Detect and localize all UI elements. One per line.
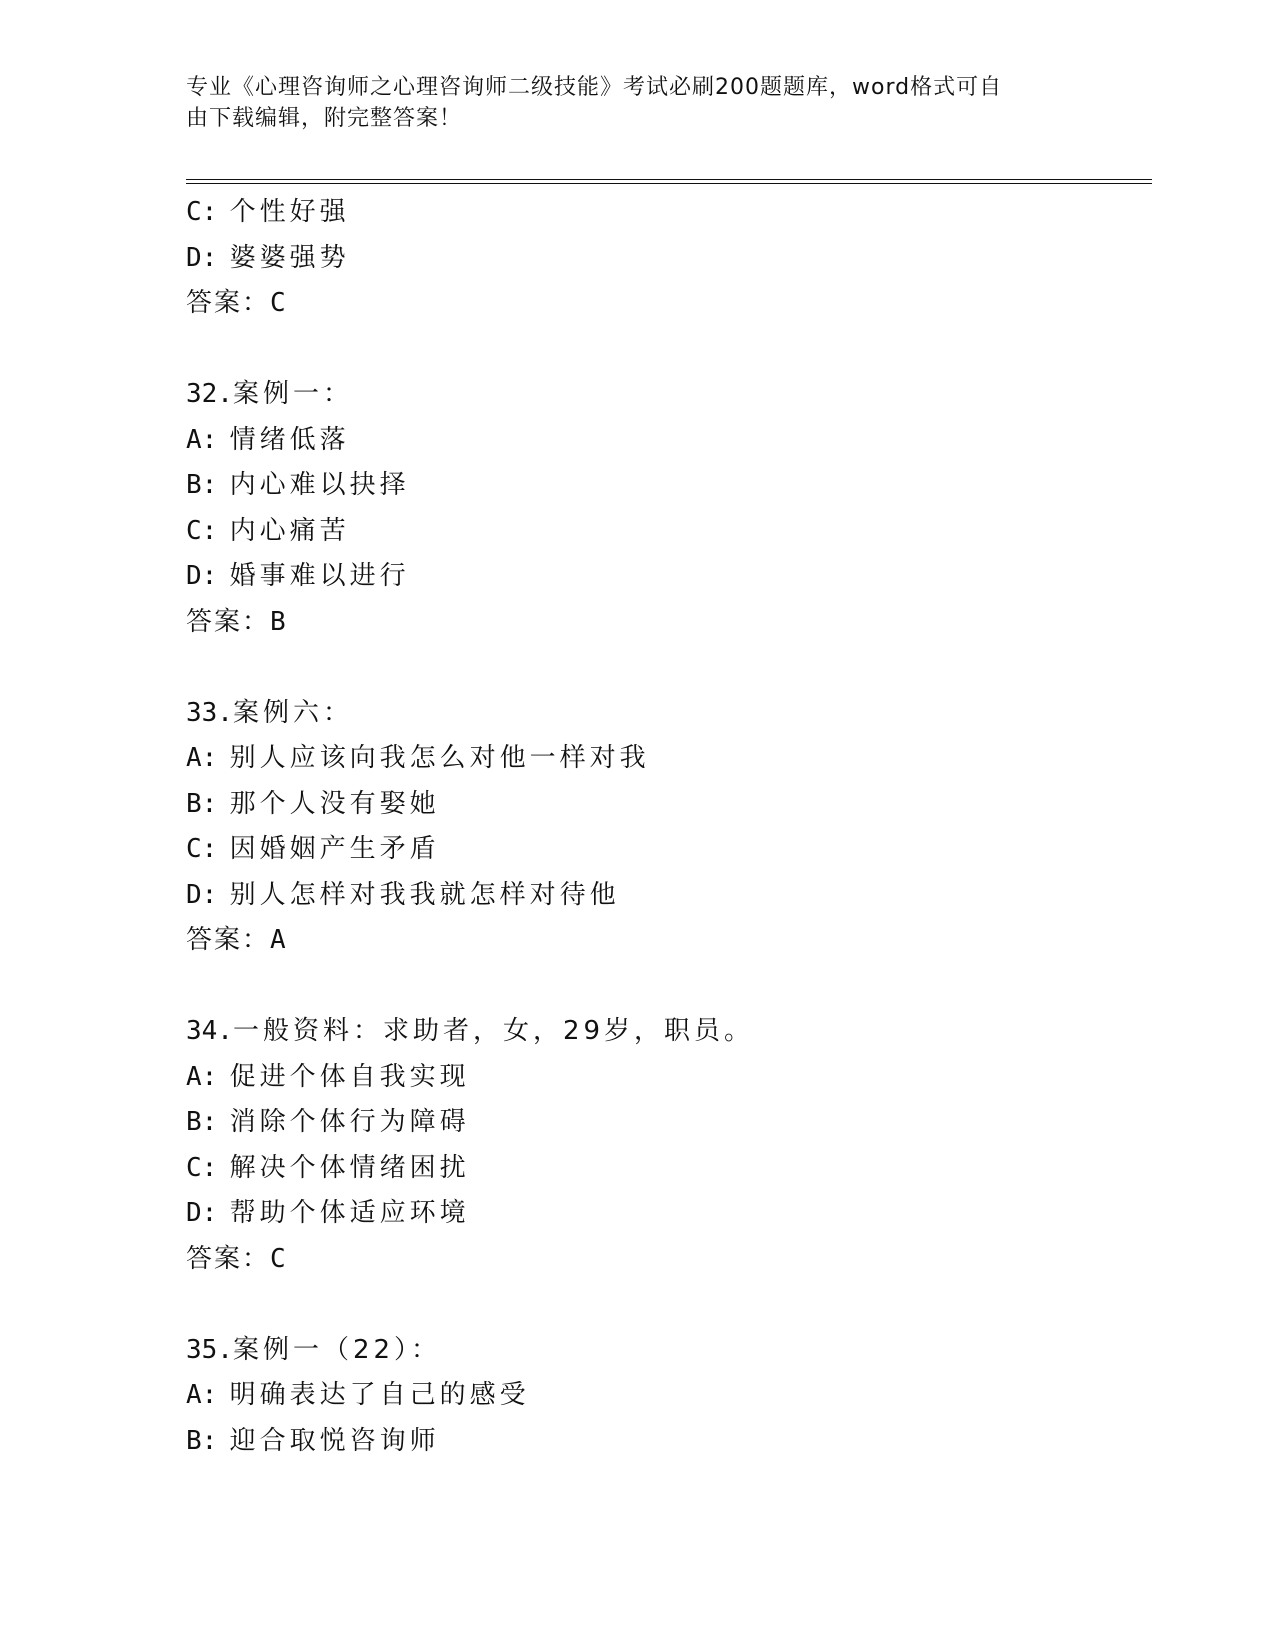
- question-stem: [186, 1328, 1146, 1374]
- option-text: 明确表达了自己的感受: [229, 1380, 530, 1410]
- answer-label: 答案：: [186, 925, 271, 955]
- header-line-1: 专业《心理咨询师之心理咨询师二级技能》考试必刷200题题库，word格式可自: [186, 75, 1003, 100]
- option-row: [186, 509, 1146, 555]
- option-row: [186, 1419, 1146, 1465]
- option-text: 内心痛苦: [229, 515, 350, 546]
- question-number: 32.: [186, 379, 233, 409]
- option-row: [186, 236, 1146, 282]
- option-key: B:: [186, 470, 218, 500]
- block-spacer: [186, 645, 1146, 691]
- option-text: 婆婆强势: [229, 242, 350, 273]
- answer-row: [186, 918, 1146, 964]
- option-key: C:: [186, 834, 218, 864]
- option-row: [186, 873, 1146, 919]
- answer-label: 答案：: [186, 606, 271, 637]
- header-divider-top: [186, 179, 1152, 180]
- question-stem: [186, 372, 1146, 418]
- option-text: 促进个体自我实现: [229, 1061, 470, 1092]
- option-text: 消除个体行为障碍: [229, 1107, 470, 1137]
- question-stem: [186, 691, 1146, 737]
- option-row: [186, 1100, 1146, 1146]
- option-key: C:: [186, 197, 218, 227]
- header-divider-bottom: [186, 183, 1152, 184]
- answer-value: C: [270, 288, 288, 318]
- question-text: 案例一：: [232, 379, 353, 409]
- answer-value: C: [270, 1243, 288, 1274]
- option-text: 婚事难以进行: [229, 561, 410, 591]
- option-row: [186, 554, 1146, 600]
- option-text: 帮助个体适应环境: [229, 1198, 470, 1228]
- answer-row: [186, 1237, 1146, 1283]
- option-text: 别人应该向我怎么对他一样对我: [229, 743, 650, 773]
- block-spacer: [186, 964, 1146, 1010]
- option-row: [186, 827, 1146, 873]
- block-spacer: [186, 327, 1146, 373]
- option-text: 别人怎样对我我就怎样对待他: [229, 879, 620, 910]
- option-row: [186, 1146, 1146, 1192]
- option-row: [186, 190, 1146, 236]
- question-text: 一般资料：求助者，女，29岁，职员。: [232, 1016, 755, 1046]
- option-row: [186, 782, 1146, 828]
- option-key: D:: [186, 561, 218, 591]
- option-key: A:: [186, 1380, 218, 1410]
- option-key: A:: [186, 424, 218, 455]
- option-key: C:: [186, 515, 218, 546]
- option-key: B:: [186, 1107, 218, 1137]
- option-row: [186, 463, 1146, 509]
- question-number: 34.: [186, 1016, 233, 1046]
- question-stem: [186, 1009, 1146, 1055]
- option-key: D:: [186, 879, 218, 910]
- block-spacer: [186, 1282, 1146, 1328]
- question-number: 35.: [186, 1334, 233, 1365]
- question-number: 33.: [186, 697, 233, 728]
- option-text: 迎合取悦咨询师: [229, 1425, 440, 1456]
- answer-label: 答案：: [186, 1243, 271, 1274]
- answer-label: 答案：: [186, 288, 271, 318]
- option-key: B:: [186, 1425, 218, 1456]
- option-key: A:: [186, 743, 218, 773]
- option-row: [186, 418, 1146, 464]
- answer-row: [186, 600, 1146, 646]
- option-text: 解决个体情绪困扰: [229, 1152, 470, 1183]
- answer-row: [186, 281, 1146, 327]
- option-key: B:: [186, 788, 218, 819]
- answer-value: A: [270, 925, 288, 955]
- option-row: [186, 1055, 1146, 1101]
- question-text: 案例一（22）：: [232, 1334, 442, 1365]
- option-row: [186, 1191, 1146, 1237]
- option-text: 个性好强: [229, 197, 350, 227]
- header-line-2: 由下载编辑，附完整答案！: [186, 106, 463, 131]
- option-text: 因婚姻产生矛盾: [229, 834, 440, 864]
- question-list: [186, 190, 1146, 1464]
- answer-value: B: [270, 606, 288, 637]
- document-header: [186, 72, 1056, 134]
- option-key: D:: [186, 242, 218, 273]
- option-text: 情绪低落: [229, 424, 350, 455]
- option-key: A:: [186, 1061, 218, 1092]
- option-row: [186, 1373, 1146, 1419]
- question-text: 案例六：: [232, 697, 353, 728]
- option-text: 内心难以抉择: [229, 470, 410, 500]
- option-key: D:: [186, 1198, 218, 1228]
- option-row: [186, 736, 1146, 782]
- option-text: 那个人没有娶她: [229, 788, 440, 819]
- option-key: C:: [186, 1152, 218, 1183]
